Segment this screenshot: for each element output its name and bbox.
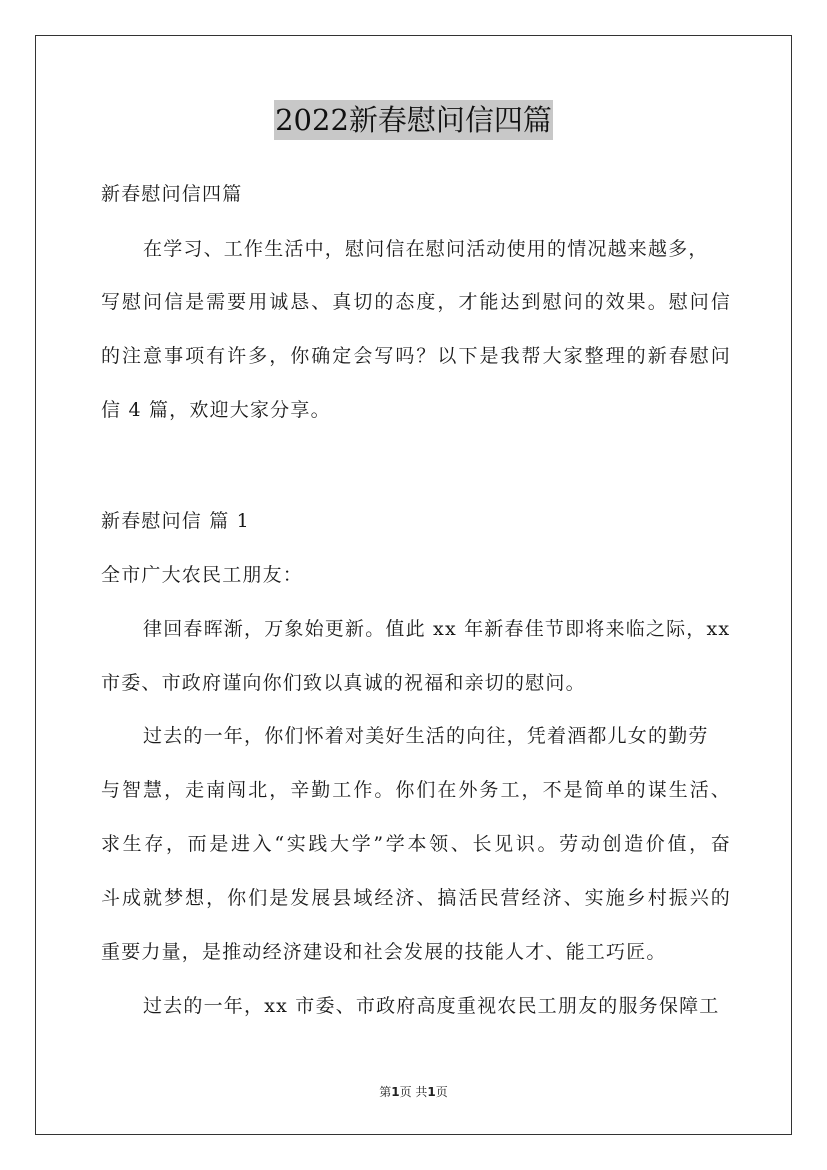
paragraph-line: 过去的一年，xx 市委、市政府高度重视农民工朋友的服务保障工 [143,995,720,1017]
document-title: 2022新春慰问信四篇 [274,100,553,140]
page-number-footer [0,1083,827,1100]
footer-prefix: 第 [379,1085,392,1099]
document-subtitle: 新春慰问信四篇 [101,183,243,205]
footer-suffix: 页 [435,1085,448,1099]
footer-current-page: 1 [391,1085,400,1099]
intro-line: 信 4 篇，欢迎大家分享。 [101,399,331,421]
paragraph-line: 律回春晖渐，万象始更新。值此 xx 年新春佳节即将来临之际，xx [143,618,731,640]
title-container [0,100,827,140]
paragraph-line: 斗成就梦想，你们是发展县域经济、搞活民营经济、实施乡村振兴的 [101,887,731,909]
intro-line: 在学习、工作生活中，慰问信在慰问活动使用的情况越来越多， [143,238,709,260]
paragraph-line: 市委、市政府谨向你们致以真诚的祝福和亲切的慰问。 [101,672,586,694]
paragraph-line: 与智慧，走南闯北，辛勤工作。你们在外务工，不是简单的谋生活、 [101,779,731,801]
intro-line: 写慰问信是需要用诚恳、真切的态度，才能达到慰问的效果。慰问信 [101,291,731,313]
paragraph-line: 求生存，而是进入“实践大学”学本领、长见识。劳动创造价值，奋 [101,833,731,855]
intro-line: 的注意事项有许多，你确定会写吗？以下是我帮大家整理的新春慰问 [101,345,731,367]
paragraph-line: 重要力量，是推动经济建设和社会发展的技能人才、能工巧匠。 [101,941,667,963]
paragraph-line: 过去的一年，你们怀着对美好生活的向往，凭着酒都儿女的勤劳 [143,725,709,747]
footer-mid: 页 共 [399,1085,428,1099]
footer-total-pages: 1 [427,1085,436,1099]
section-heading: 新春慰问信 篇 1 [101,510,250,532]
letter-salutation: 全市广大农民工朋友： [101,564,304,586]
